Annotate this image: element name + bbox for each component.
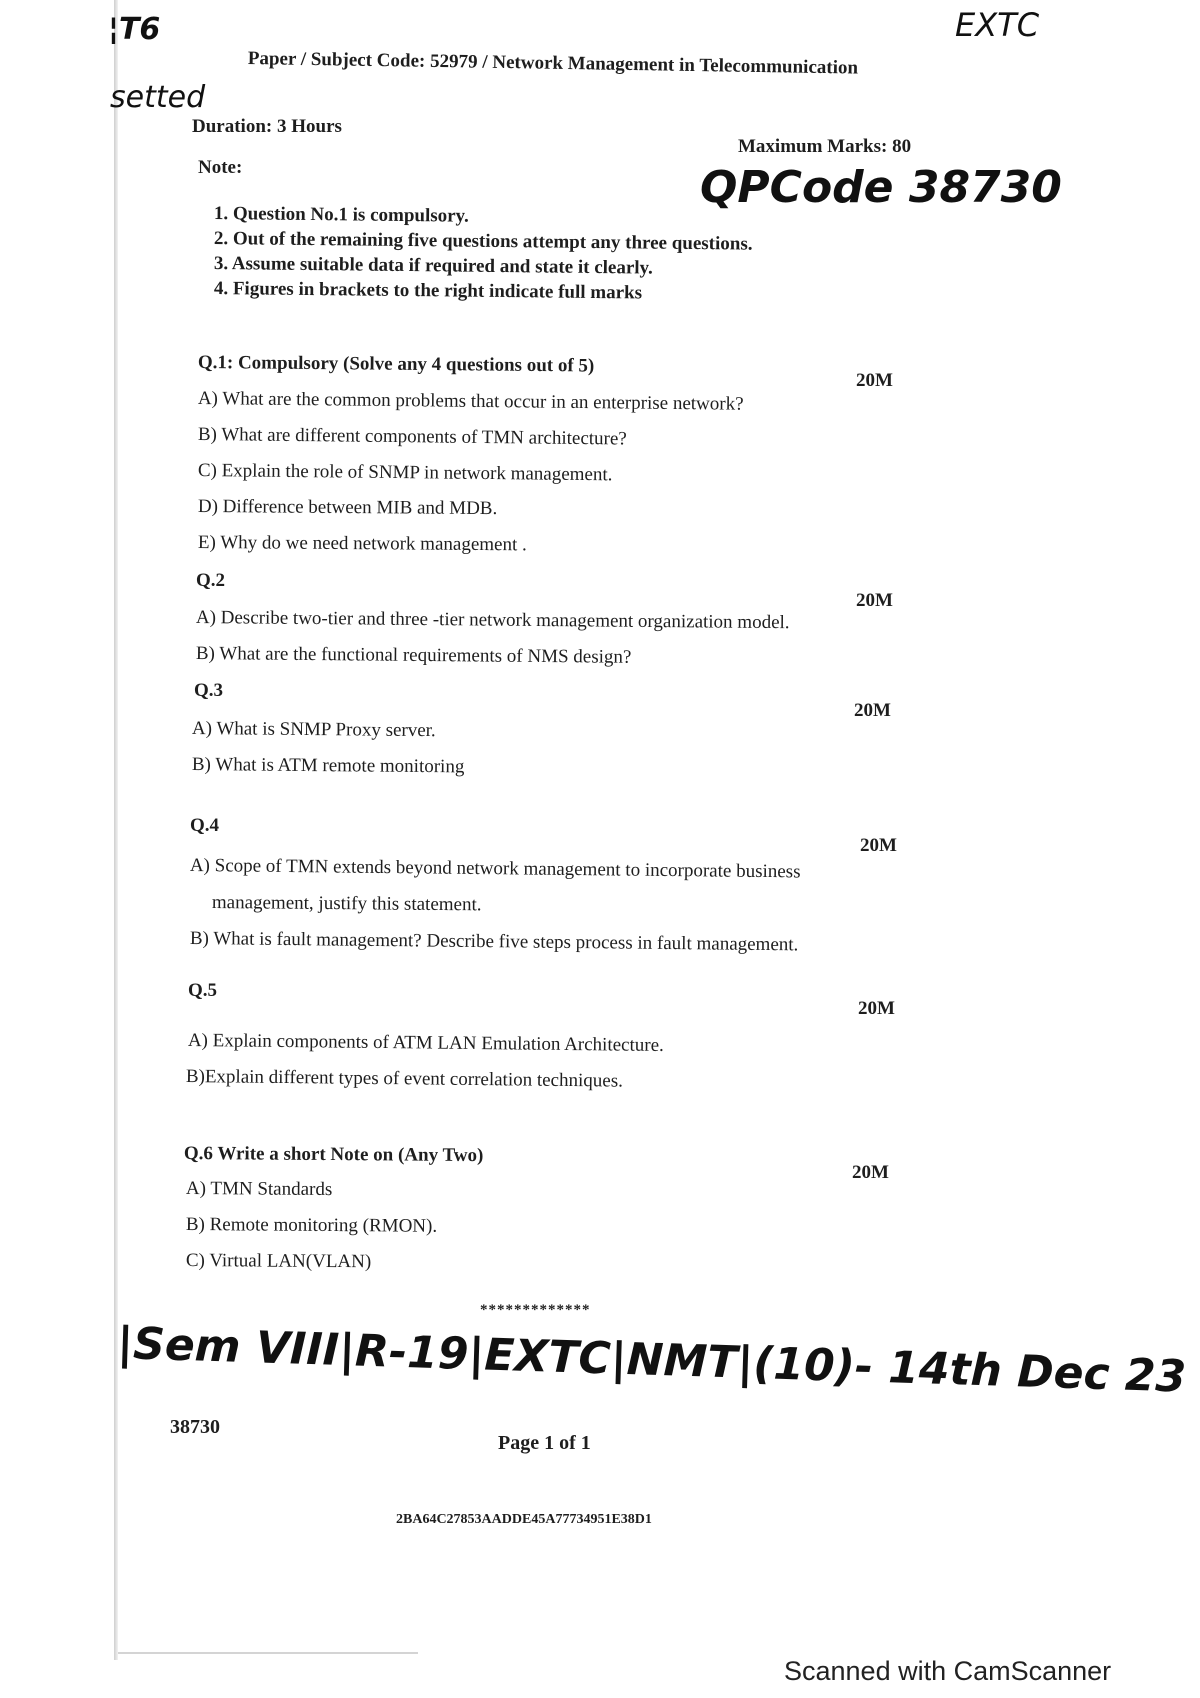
q5-item-a: A) Explain components of ATM LAN Emulation Architecture. xyxy=(187,1030,664,1056)
q1-item-c: C) Explain the role of SNMP in network management. xyxy=(197,460,613,486)
q5-item-b: B)Explain different types of event correlation techniques. xyxy=(185,1066,624,1092)
q1-item-b: B) What are different components of TMN architecture? xyxy=(197,424,627,450)
page-bottom-edge xyxy=(118,1652,418,1654)
handwritten-qp-code: QPCode 38730 xyxy=(700,162,1062,213)
q6-item-c: C) Virtual LAN(VLAN) xyxy=(185,1250,372,1273)
q5-marks: 20M xyxy=(858,998,895,1019)
q6-item-b: B) Remote monitoring (RMON). xyxy=(185,1214,438,1237)
separator-stars: ************* xyxy=(480,1302,591,1318)
q1-marks: 20M xyxy=(856,370,893,391)
note-item-4: 4. Figures in brackets to the right indicate full marks xyxy=(213,278,643,304)
q3-title: Q.3 xyxy=(194,680,224,701)
q6-title: Q.6 Write a short Note on (Any Two) xyxy=(183,1143,484,1167)
q6-item-a: A) TMN Standards xyxy=(185,1178,333,1201)
handwritten-top-left: ¦T6 xyxy=(108,12,161,47)
q4-title: Q.4 xyxy=(190,815,220,836)
q2-item-a: A) Describe two-tier and three -tier network management organization model. xyxy=(195,607,790,634)
q3-marks: 20M xyxy=(854,700,891,721)
q3-item-a: A) What is SNMP Proxy server. xyxy=(191,718,436,742)
note-item-2: 2. Out of the remaining five questions attempt any three questions. xyxy=(213,228,753,255)
q1-item-e: E) Why do we need network management . xyxy=(197,532,527,556)
q3-item-b: B) What is ATM remote monitoring xyxy=(191,754,465,778)
q2-title: Q.2 xyxy=(196,570,226,591)
q5-title: Q.5 xyxy=(188,980,218,1001)
document-hash: 2BA64C27853AADDE45A77734951E38D1 xyxy=(396,1512,652,1527)
handwritten-top-left-2: setted xyxy=(110,80,206,115)
handwritten-footer-note: |Sem VIII|R-19|EXTC|NMT|(10)- 14th Dec 23 xyxy=(116,1318,1187,1403)
q2-marks: 20M xyxy=(856,590,893,611)
maximum-marks: Maximum Marks: 80 xyxy=(738,136,912,157)
q4-item-b: B) What is fault management? Describe five steps process in fault management. xyxy=(189,928,799,956)
note-item-1: 1. Question No.1 is compulsory. xyxy=(213,203,469,227)
page-number: Page 1 of 1 xyxy=(498,1432,591,1454)
q2-item-b: B) What are the functional requirements of NMS design? xyxy=(195,643,632,668)
note-item-3: 3. Assume suitable data if required and state it clearly. xyxy=(213,253,653,279)
q6-marks: 20M xyxy=(852,1162,889,1183)
handwritten-top-right: EXTC xyxy=(955,6,1040,44)
q1-item-d: D) Difference between MIB and MDB. xyxy=(197,496,498,520)
q1-title: Q.1: Compulsory (Solve any 4 questions out of 5) xyxy=(197,352,595,377)
camscanner-watermark: Scanned with CamScanner xyxy=(784,1656,1112,1686)
q1-item-a: A) What are the common problems that occur in an enterprise network? xyxy=(197,388,744,415)
paper-title: Paper / Subject Code: 52979 / Network Management in Telecommunication xyxy=(247,48,859,79)
paper-code: 38730 xyxy=(170,1416,220,1438)
q4-item-a: A) Scope of TMN extends beyond network management to incorporate business xyxy=(189,855,801,883)
q4-item-a-cont: management, justify this statement. xyxy=(211,892,482,916)
duration: Duration: 3 Hours xyxy=(192,116,342,137)
q4-marks: 20M xyxy=(860,835,897,856)
note-label: Note: xyxy=(198,157,243,178)
page-binding-edge xyxy=(114,0,118,1660)
